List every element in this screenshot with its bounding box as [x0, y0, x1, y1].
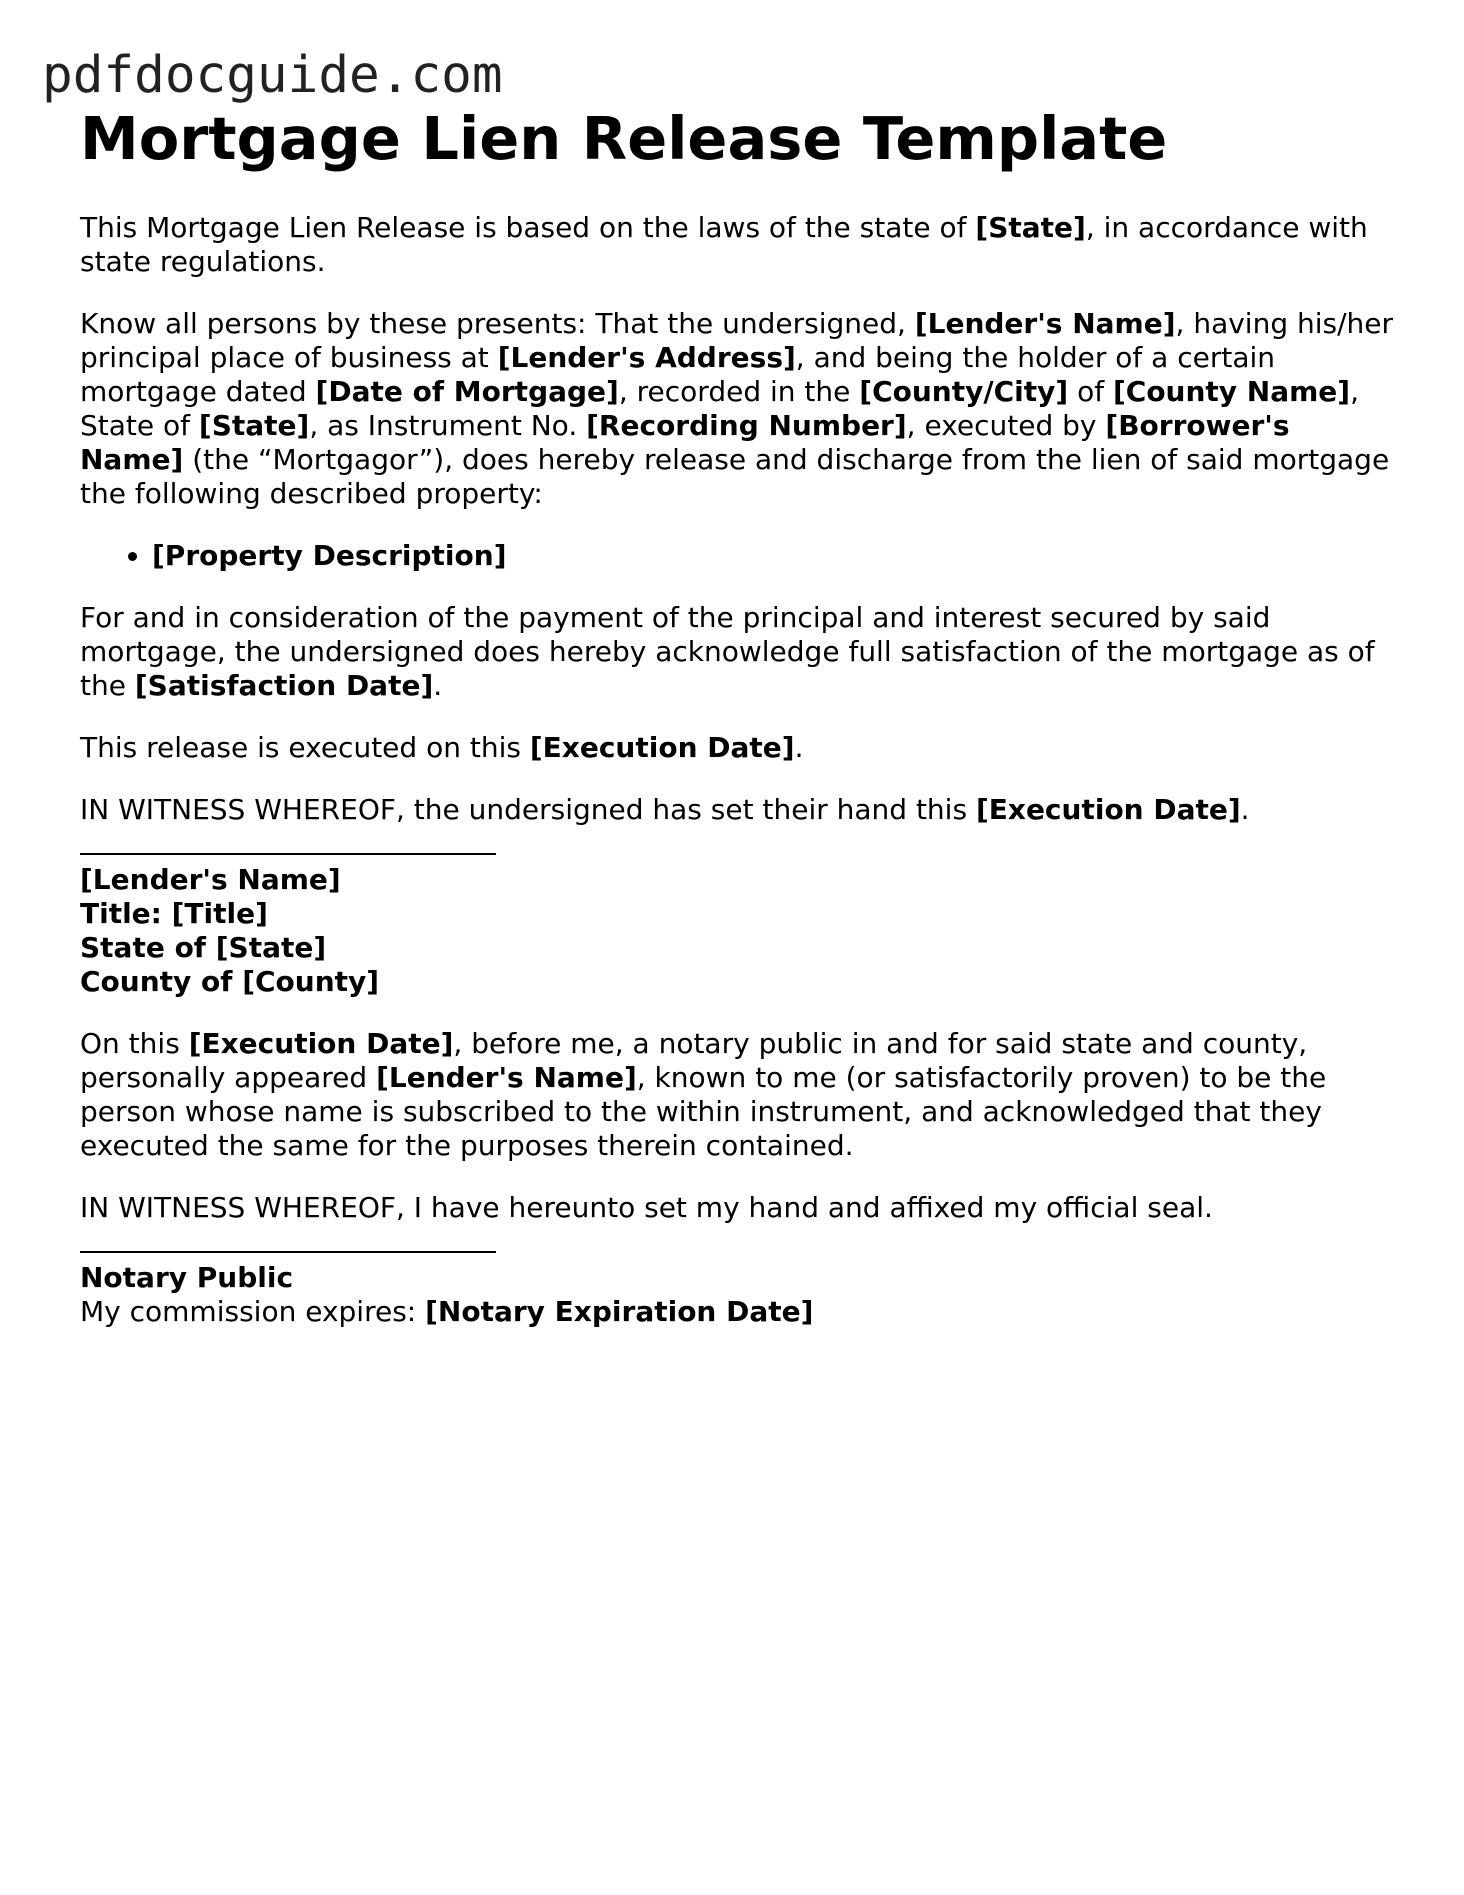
lender-name-placeholder: [Lender's Name] — [376, 1061, 637, 1094]
lender-signature-line — [80, 853, 496, 855]
notary-paragraph — [80, 1027, 1400, 1163]
intro-paragraph — [80, 211, 1400, 279]
know-text-8: , executed by — [906, 409, 1106, 442]
exec-text-2: . — [794, 731, 804, 764]
know-text-7: , as Instrument No. — [309, 409, 587, 442]
signature-county: County of [County] — [80, 965, 380, 998]
know-text-3: , and being the holder of a certain mortgage dated — [80, 341, 1276, 408]
county-name-placeholder: [County Name] — [1112, 375, 1351, 408]
know-text-1: Know all persons by these presents: That the undersigned, — [80, 307, 915, 340]
release-paragraph — [80, 307, 1400, 511]
property-list — [80, 539, 1400, 573]
know-text-5: of — [1068, 375, 1113, 408]
know-text-4: , recorded in the — [618, 375, 860, 408]
notary-text-1: On this — [80, 1027, 189, 1060]
notary-text-3: , known to me (or satisfactorily proven) to be the person whose name is subscribed to the within instrument, and acknowledged that they executed the same for the purposes therein contained. — [80, 1061, 1327, 1162]
signature-lender-name: [Lender's Name] — [80, 863, 341, 896]
document-title: Mortgage Lien Release Template — [80, 104, 1168, 173]
know-text-6: , State of — [80, 375, 1359, 442]
witness-paragraph — [80, 793, 1400, 827]
notary-witness-paragraph: IN WITNESS WHEREOF, I have hereunto set my hand and affixed my official seal. — [80, 1191, 1213, 1224]
recording-number-placeholder: [Recording Number] — [586, 409, 907, 442]
watermark: pdfdocguide.com — [42, 46, 503, 105]
county-city-placeholder: [County/City] — [859, 375, 1069, 408]
execution-paragraph — [80, 731, 1400, 765]
notary-text-2: , before me, a notary public in and for said state and county, personally appeared — [80, 1027, 1308, 1094]
notary-public-label: Notary Public — [80, 1261, 294, 1294]
execution-date-placeholder: [Execution Date] — [975, 793, 1241, 826]
intro-text-2: , in accordance with state regulations. — [80, 211, 1368, 278]
notary-signature-line — [80, 1251, 496, 1253]
commission-expires-text: My commission expires: — [80, 1295, 426, 1328]
state-placeholder: [State] — [198, 409, 310, 442]
lender-name-placeholder: [Lender's Name] — [914, 307, 1176, 340]
witness-text-1: IN WITNESS WHEREOF, the undersigned has set their hand this — [80, 793, 976, 826]
lender-signature-block — [80, 863, 1400, 999]
lender-address-placeholder: [Lender's Address] — [497, 341, 796, 374]
consid-text-1: For and in consideration of the payment of the principal and interest secured by said mortgage, the undersigned does hereby acknowledge full satisfaction of the mortgage as of the — [80, 601, 1375, 702]
state-placeholder: [State] — [975, 211, 1086, 244]
signature-state: State of [State] — [80, 931, 327, 964]
notary-signature-block — [80, 1261, 1400, 1329]
execution-date-placeholder: [Execution Date] — [529, 731, 795, 764]
intro-text-1: This Mortgage Lien Release is based on the laws of the state of — [80, 211, 976, 244]
witness-text-2: . — [1240, 793, 1250, 826]
mortgage-date-placeholder: [Date of Mortgage] — [315, 375, 619, 408]
exec-text-1: This release is executed on this — [80, 731, 530, 764]
commission-expires — [80, 1295, 1400, 1329]
document-page — [80, 104, 1400, 1329]
consid-text-2: . — [433, 669, 443, 702]
satisfaction-date-placeholder: [Satisfaction Date] — [134, 669, 434, 702]
signature-title: Title: [Title] — [80, 897, 268, 930]
notary-expiration-placeholder: [Notary Expiration Date] — [425, 1295, 814, 1328]
know-text-9: (the “Mortgagor”), does hereby release and discharge from the lien of said mortgage the following described property: — [80, 443, 1390, 510]
borrower-name-placeholder: [Borrower's Name] — [80, 409, 1290, 476]
know-text-2: , having his/her principal place of business at — [80, 307, 1394, 374]
property-description-item: • [Property Description] — [152, 539, 1400, 573]
execution-date-placeholder: [Execution Date] — [188, 1027, 454, 1060]
consideration-paragraph — [80, 601, 1400, 703]
